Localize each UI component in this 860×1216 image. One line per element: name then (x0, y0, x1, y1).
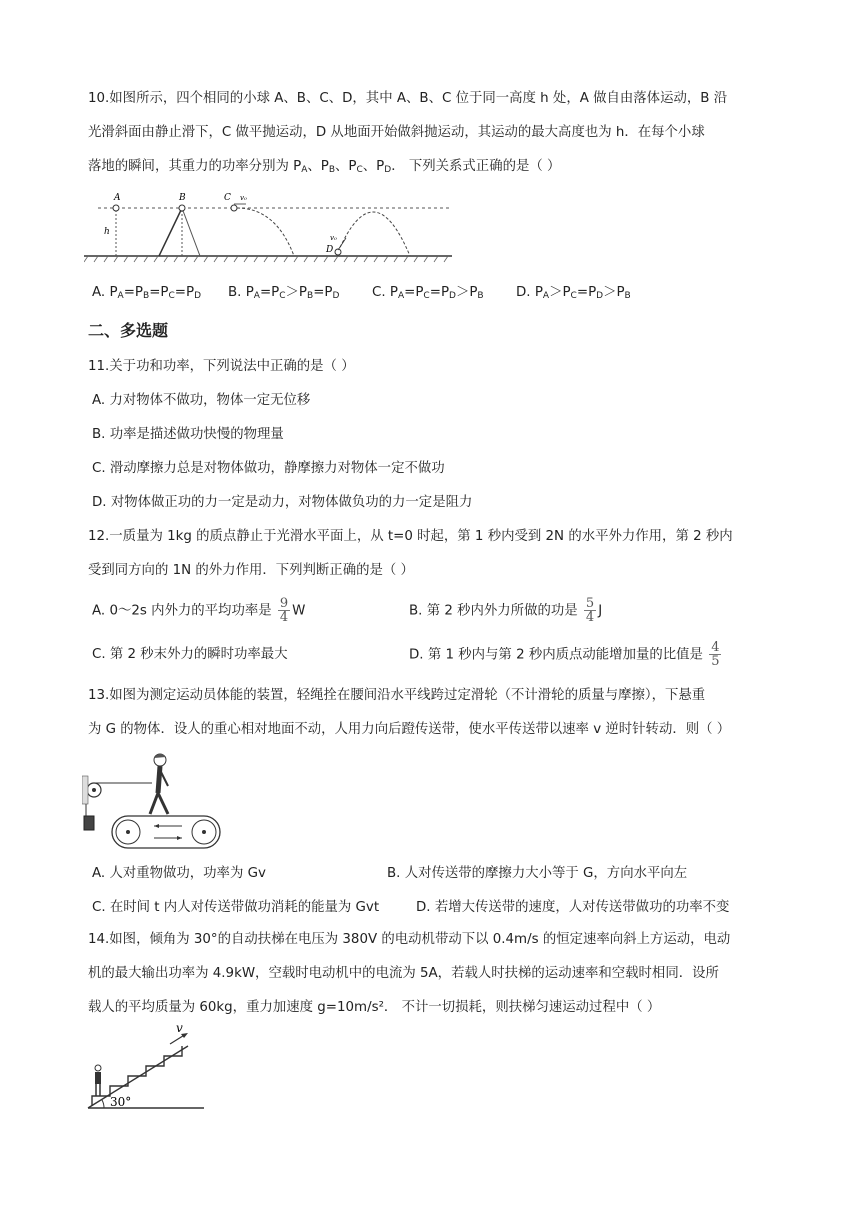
label-d: D (326, 245, 334, 255)
label-angle: 30° (110, 1095, 132, 1109)
q12-option-c[interactable]: C. 第 2 秒末外力的瞬时功率最大 (92, 647, 288, 662)
q10-line-3-pre: 落地的瞬间，其重力的功率分别为 P (88, 159, 302, 174)
q10-option-d[interactable]: D. $P_A>P_C=P_D>P_B$ (516, 285, 631, 301)
q12-option-d-text: D. 第 1 秒内与第 2 秒内质点动能增加量的比值是 (409, 647, 703, 663)
q12-line-1: 12.一质量为 1kg 的质点静止于光滑水平面上，从 t=0 时起，第 1 秒内受到 2N 的水平外力作用，第 2 秒内 (88, 529, 733, 544)
frac-numerator: 9 (279, 596, 289, 611)
label-a: A (114, 193, 121, 203)
frac-denominator: 4 (585, 610, 595, 625)
q10-option-b-letter: B. (228, 285, 246, 300)
frac-denominator: 5 (711, 654, 720, 669)
q10-line-2: 光滑斜面由静止滑下，C 做平抛运动，D 从地面开始做斜抛运动，其运动的最大高度也为 h．在每个小球 (88, 125, 705, 140)
q13-option-b[interactable]: B. 人对传送带的摩擦力大小等于 G，方向水平向左 (387, 866, 688, 881)
q12-option-a-fraction (278, 597, 290, 624)
section-title: 二、多选题 (88, 321, 169, 340)
q12-option-d-fraction (709, 641, 721, 668)
q12-option-a-text: A. 0～2s 内外力的平均功率是 (92, 603, 272, 619)
q13-treadmill-figure (82, 748, 227, 853)
q13-line-1: 13.如图为测定运动员体能的装置，轻绳拴在腰间沿水平线跨过定滑轮（不计滑轮的质量与摩擦），下悬重 (88, 688, 706, 703)
label-c: C (224, 193, 231, 203)
q10-option-b[interactable]: B. $P_A=P_C>P_B=P_D$ (228, 285, 340, 301)
label-h: h (104, 227, 110, 237)
q13-option-a[interactable]: A. 人对重物做功，功率为 Gv (92, 866, 266, 881)
label-d-v0: v₀ (330, 234, 337, 242)
q12-option-b-text: B. 第 2 秒内外力所做的功是 (409, 603, 578, 619)
q12-line-2: 受到同方向的 1N 的外力作用．下列判断正确的是（ ） (88, 563, 414, 578)
frac-denominator: 4 (279, 610, 289, 625)
q10-line-3-post: ． 下列关系式正确的是（ ） (391, 159, 561, 174)
q10-option-c-letter: C. (372, 285, 390, 300)
q12-option-a[interactable] (92, 597, 305, 624)
q10-option-c[interactable]: C. $P_A=P_C=P_D>P_B$ (372, 285, 484, 301)
label-v: v (176, 1022, 183, 1035)
q11-option-c[interactable]: C. 滑动摩擦力总是对物体做功，静摩擦力对物体一定不做功 (92, 461, 445, 476)
q12-option-b[interactable] (409, 597, 602, 624)
q11-stem: 11.关于功和功率，下列说法中正确的是（ ） (88, 359, 355, 374)
q10-option-a[interactable]: A. $P_A=P_B=P_C=P_D$ (92, 285, 202, 301)
q11-option-b[interactable]: B. 功率是描述做功快慢的物理量 (92, 427, 284, 442)
q13-option-c[interactable]: C. 在时间 t 内人对传送带做功消耗的能量为 Gvt (92, 900, 380, 915)
q10-line-1: 10.如图所示，四个相同的小球 A、B、C、D，其中 A、B、C 位于同一高度 h 处，A 做自由落体运动，B 沿 (88, 91, 728, 106)
q12-option-b-fraction (584, 597, 596, 624)
q11-option-a[interactable]: A. 力对物体不做功，物体一定无位移 (92, 393, 311, 408)
q14-line-1: 14.如图，倾角为 30°的自动扶梯在电压为 380V 的电动机带动下以 0.4m/s 的恒定速率向斜上方运动，电动 (88, 932, 731, 947)
q14-escalator-figure (84, 1022, 209, 1114)
q12-option-a-unit: W (292, 603, 306, 619)
q10-line-3: 落地的瞬间，其重力的功率分别为 $P_A$、$P_B$、$P_C$、$P_D$． 下列关系式正确的是（ ） (88, 159, 561, 175)
frac-numerator: 4 (711, 640, 720, 655)
q10-option-a-letter: A. (92, 285, 110, 300)
q11-option-d[interactable]: D. 对物体做正功的力一定是动力，对物体做负功的力一定是阻力 (92, 495, 473, 510)
label-c-v0: v₀ (240, 194, 247, 202)
q10-figure (84, 190, 454, 266)
q12-option-b-unit: J (598, 603, 603, 619)
q10-option-d-letter: D. (516, 285, 535, 300)
q14-line-2: 机的最大输出功率为 4.9kW，空载时电动机中的电流为 5A，若载人时扶梯的运动速率和空载时相同．设所 (88, 966, 719, 981)
q13-line-2: 为 G 的物体．设人的重心相对地面不动，人用力向后蹬传送带，使水平传送带以速率 v 逆时针转动．则（ ） (88, 722, 731, 737)
frac-numerator: 5 (585, 596, 595, 611)
label-b: B (179, 193, 186, 203)
q12-option-d[interactable] (409, 641, 723, 668)
q14-line-3: 载人的平均质量为 60kg，重力加速度 g=10m/s²． 不计一切损耗，则扶梯匀速运动过程中（ ） (88, 1000, 661, 1015)
q13-option-d[interactable]: D. 若增大传送带的速度，人对传送带做功的功率不变 (416, 900, 730, 915)
